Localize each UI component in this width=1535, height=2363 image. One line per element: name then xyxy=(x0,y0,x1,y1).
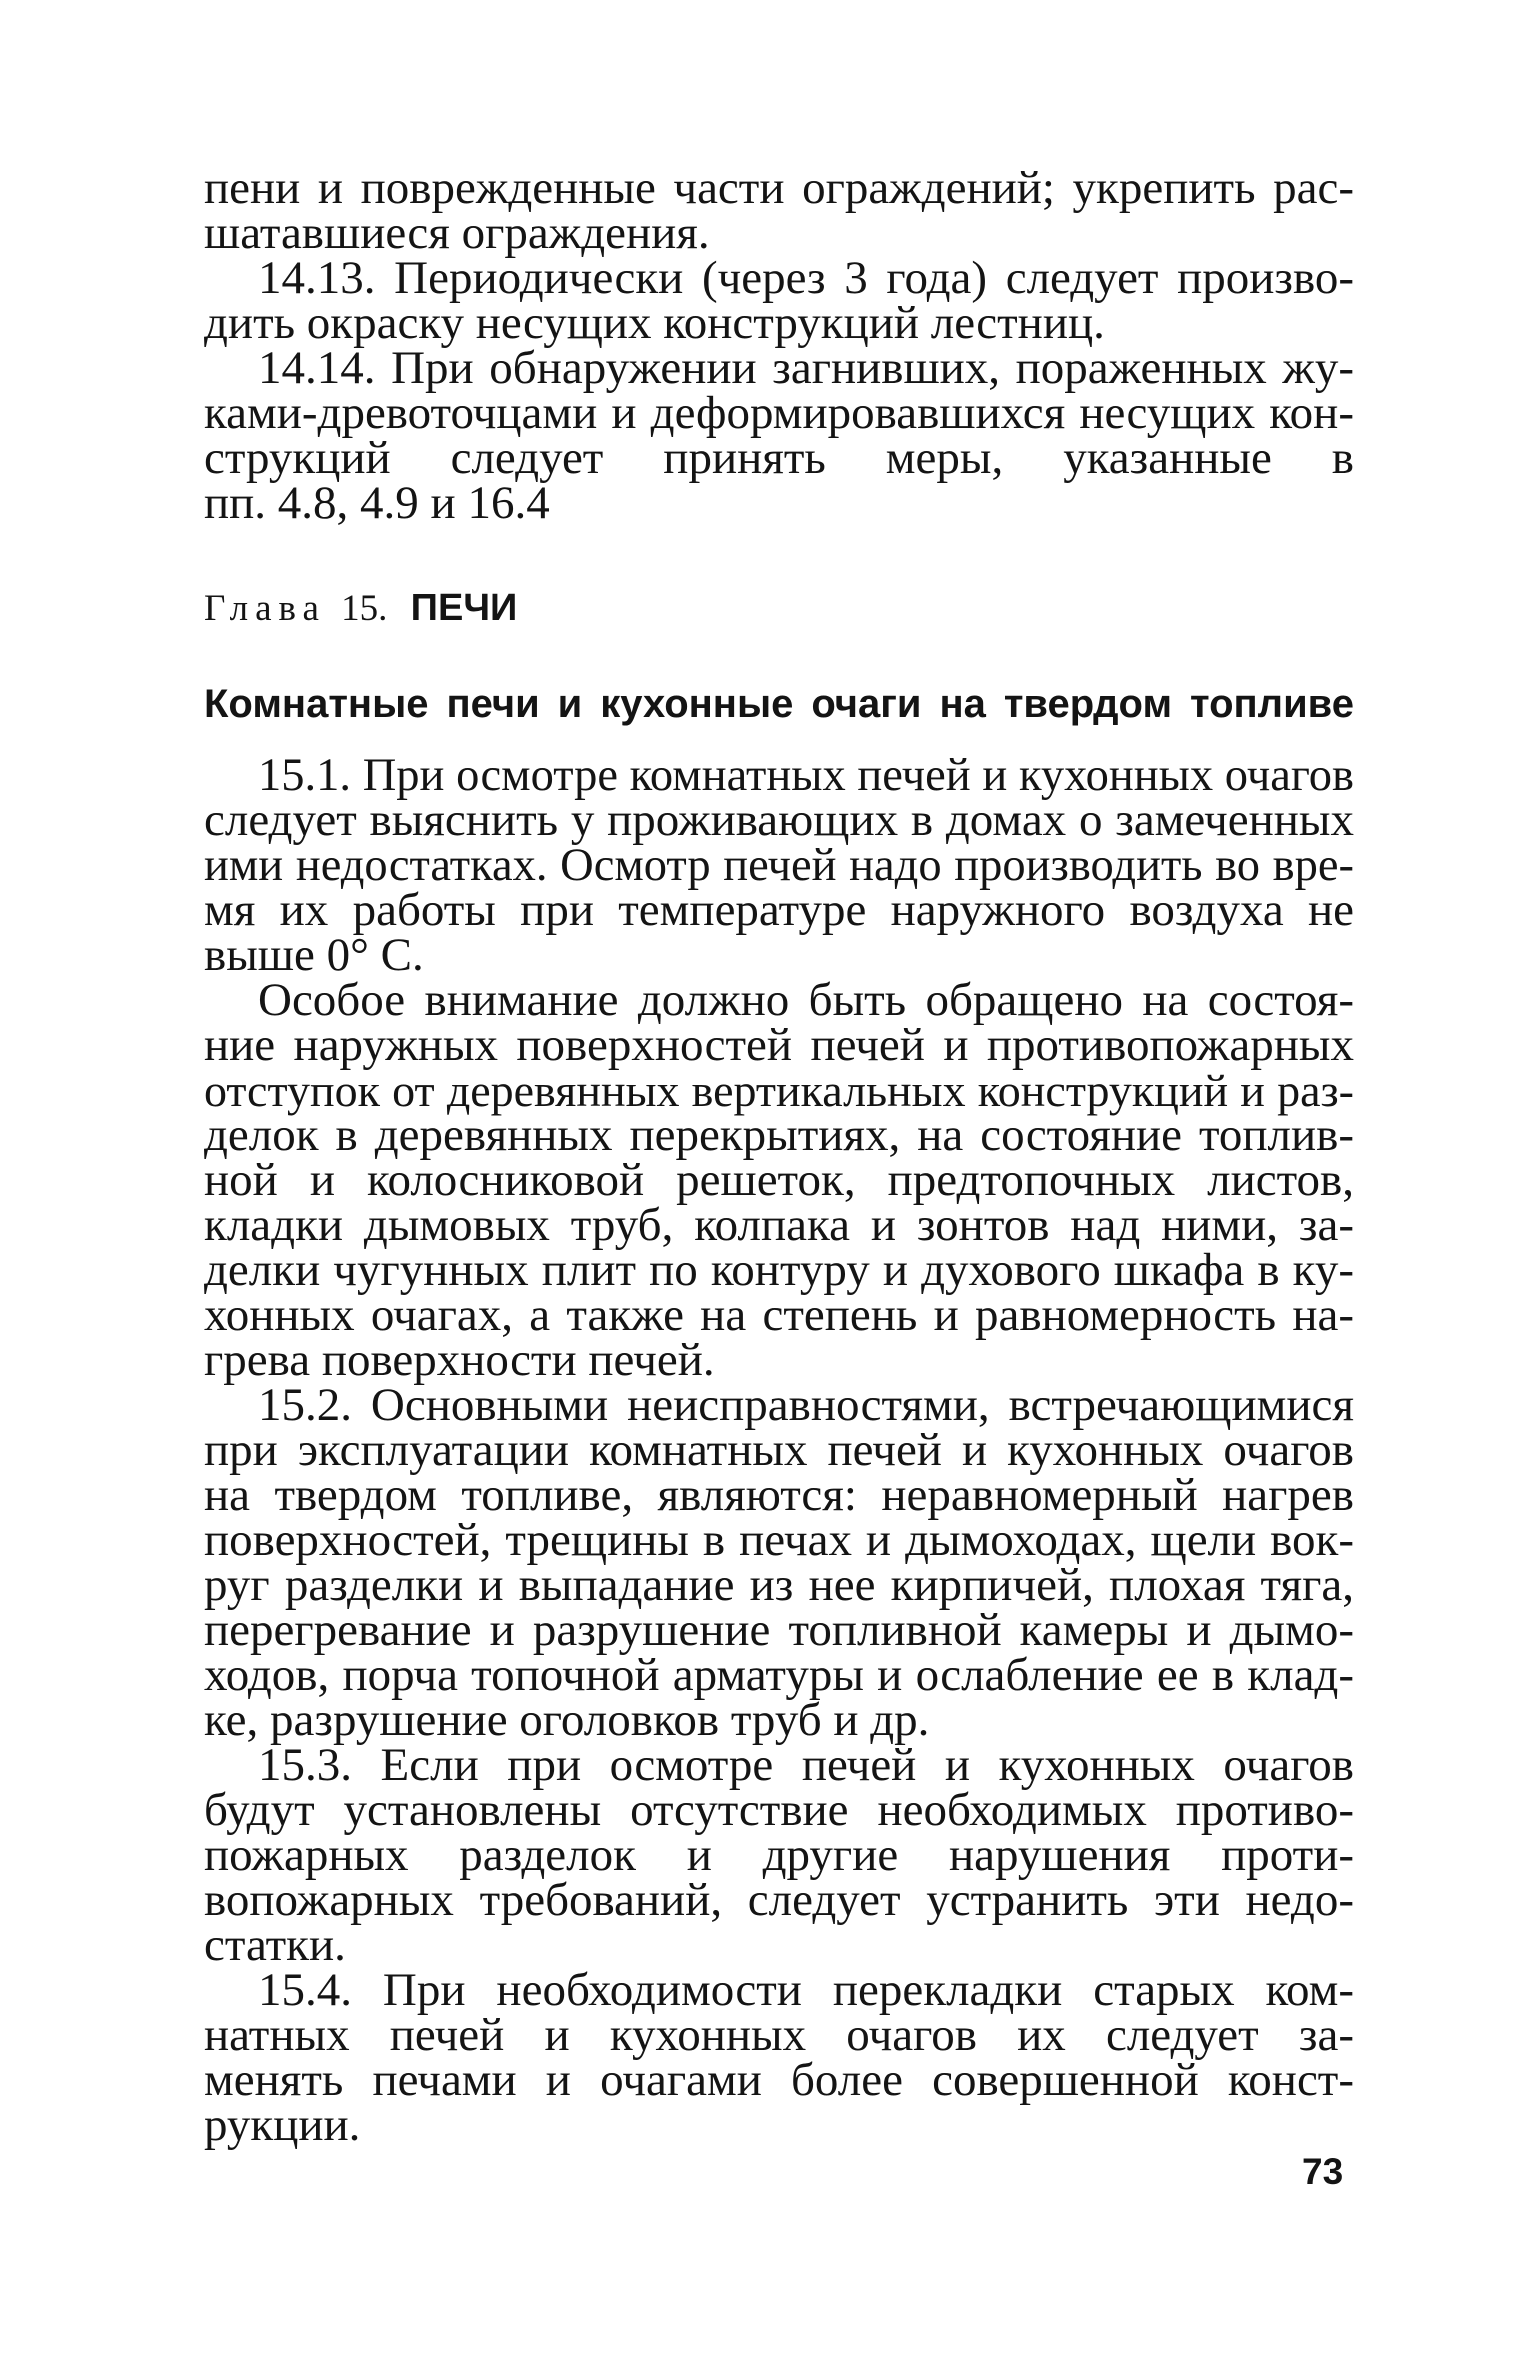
text-line: шатавшиеся ограждения. xyxy=(204,207,710,259)
text-line: следует выяснить у проживающих в домах о замеченных xyxy=(204,794,1354,846)
chapter-label: Глава xyxy=(204,588,326,629)
text-line: 14.13. Периодически (через 3 года) следует произво- xyxy=(258,252,1354,304)
text-line: мя их работы при температуре наружного воздуха не xyxy=(204,884,1354,936)
text-line: менять печами и очагами более совершенной конст- xyxy=(204,2054,1354,2106)
text-line: натных печей и кухонных очагов их следует за- xyxy=(204,2009,1354,2061)
text-line: на твердом топливе, являются: неравномерный нагрев xyxy=(204,1469,1354,1521)
text-line: пени и поврежденные части ограждений; укрепить рас- xyxy=(204,162,1354,214)
text-line: 15.2. Основными неисправностями, встречающимися xyxy=(258,1379,1354,1431)
text-line: статки. xyxy=(204,1919,346,1971)
text-line: отступок от деревянных вертикальных конструкций и раз- xyxy=(204,1065,1354,1116)
text-line: грева поверхности печей. xyxy=(204,1334,715,1386)
text-line: дить окраску несущих конструкций лестниц. xyxy=(204,297,1105,349)
text-line: делок в деревянных перекрытиях, на состояние топлив- xyxy=(204,1109,1354,1161)
text-line: пп. 4.8, 4.9 и 16.4 xyxy=(204,477,550,529)
text-line: ке, разрушение оголовков труб и др. xyxy=(204,1694,930,1746)
text-line: ходов, порча топочной арматуры и ослабление ее в клад- xyxy=(204,1649,1354,1701)
text-line: 15.3. Если при осмотре печей и кухонных очагов xyxy=(258,1739,1354,1791)
chapter-number: 15. xyxy=(341,588,388,629)
text-line: хонных очагах, а также на степень и равномерность на- xyxy=(204,1289,1354,1341)
text-line: будут установлены отсутствие необходимых противо- xyxy=(204,1784,1354,1836)
text-line: при эксплуатации комнатных печей и кухонных очагов xyxy=(204,1424,1354,1476)
continued-paragraphs xyxy=(204,162,1354,529)
text-line: струкций следует принять меры, указанные в xyxy=(204,432,1354,484)
text-line: ной и колосниковой решеток, предтопочных листов, xyxy=(204,1154,1354,1206)
text-line: кладки дымовых труб, колпака и зонтов над ними, за- xyxy=(204,1199,1354,1251)
text-line: 15.4. При необходимости перекладки старых ком- xyxy=(258,1964,1354,2016)
text-line: Особое внимание должно быть обращено на состоя- xyxy=(258,974,1354,1026)
chapter-heading xyxy=(204,586,517,631)
page-number: 73 xyxy=(1302,2151,1344,2192)
text-line: перегревание и разрушение топливной камеры и дымо- xyxy=(204,1604,1354,1656)
section-heading: Комнатные печи и кухонные очаги на твердом топливе xyxy=(204,682,1354,726)
main-paragraphs xyxy=(204,750,1354,2151)
text-line: пожарных разделок и другие нарушения проти- xyxy=(204,1829,1354,1881)
text-line: выше 0° С. xyxy=(204,929,424,981)
chapter-title: ПЕЧИ xyxy=(410,587,518,629)
text-line: ние наружных поверхностей печей и противопожарных xyxy=(204,1019,1354,1071)
text-line: вопожарных требований, следует устранить эти недо- xyxy=(204,1874,1354,1926)
text-line: ками-древоточцами и деформировавшихся несущих кон- xyxy=(204,387,1354,439)
text-line: делки чугунных плит по контуру и духового шкафа в ку- xyxy=(204,1244,1354,1296)
text-line: 14.14. При обнаружении загнивших, пораженных жу- xyxy=(258,342,1354,394)
text-line: руг разделки и выпадание из нее кирпичей, плохая тяга, xyxy=(204,1559,1354,1611)
text-line: ими недостатках. Осмотр печей надо производить во вре- xyxy=(204,840,1354,891)
text-line: рукции. xyxy=(204,2099,361,2151)
text-line: поверхностей, трещины в печах и дымоходах, щели вок- xyxy=(204,1514,1354,1566)
text-line: 15.1. При осмотре комнатных печей и кухонных очагов xyxy=(258,750,1354,801)
